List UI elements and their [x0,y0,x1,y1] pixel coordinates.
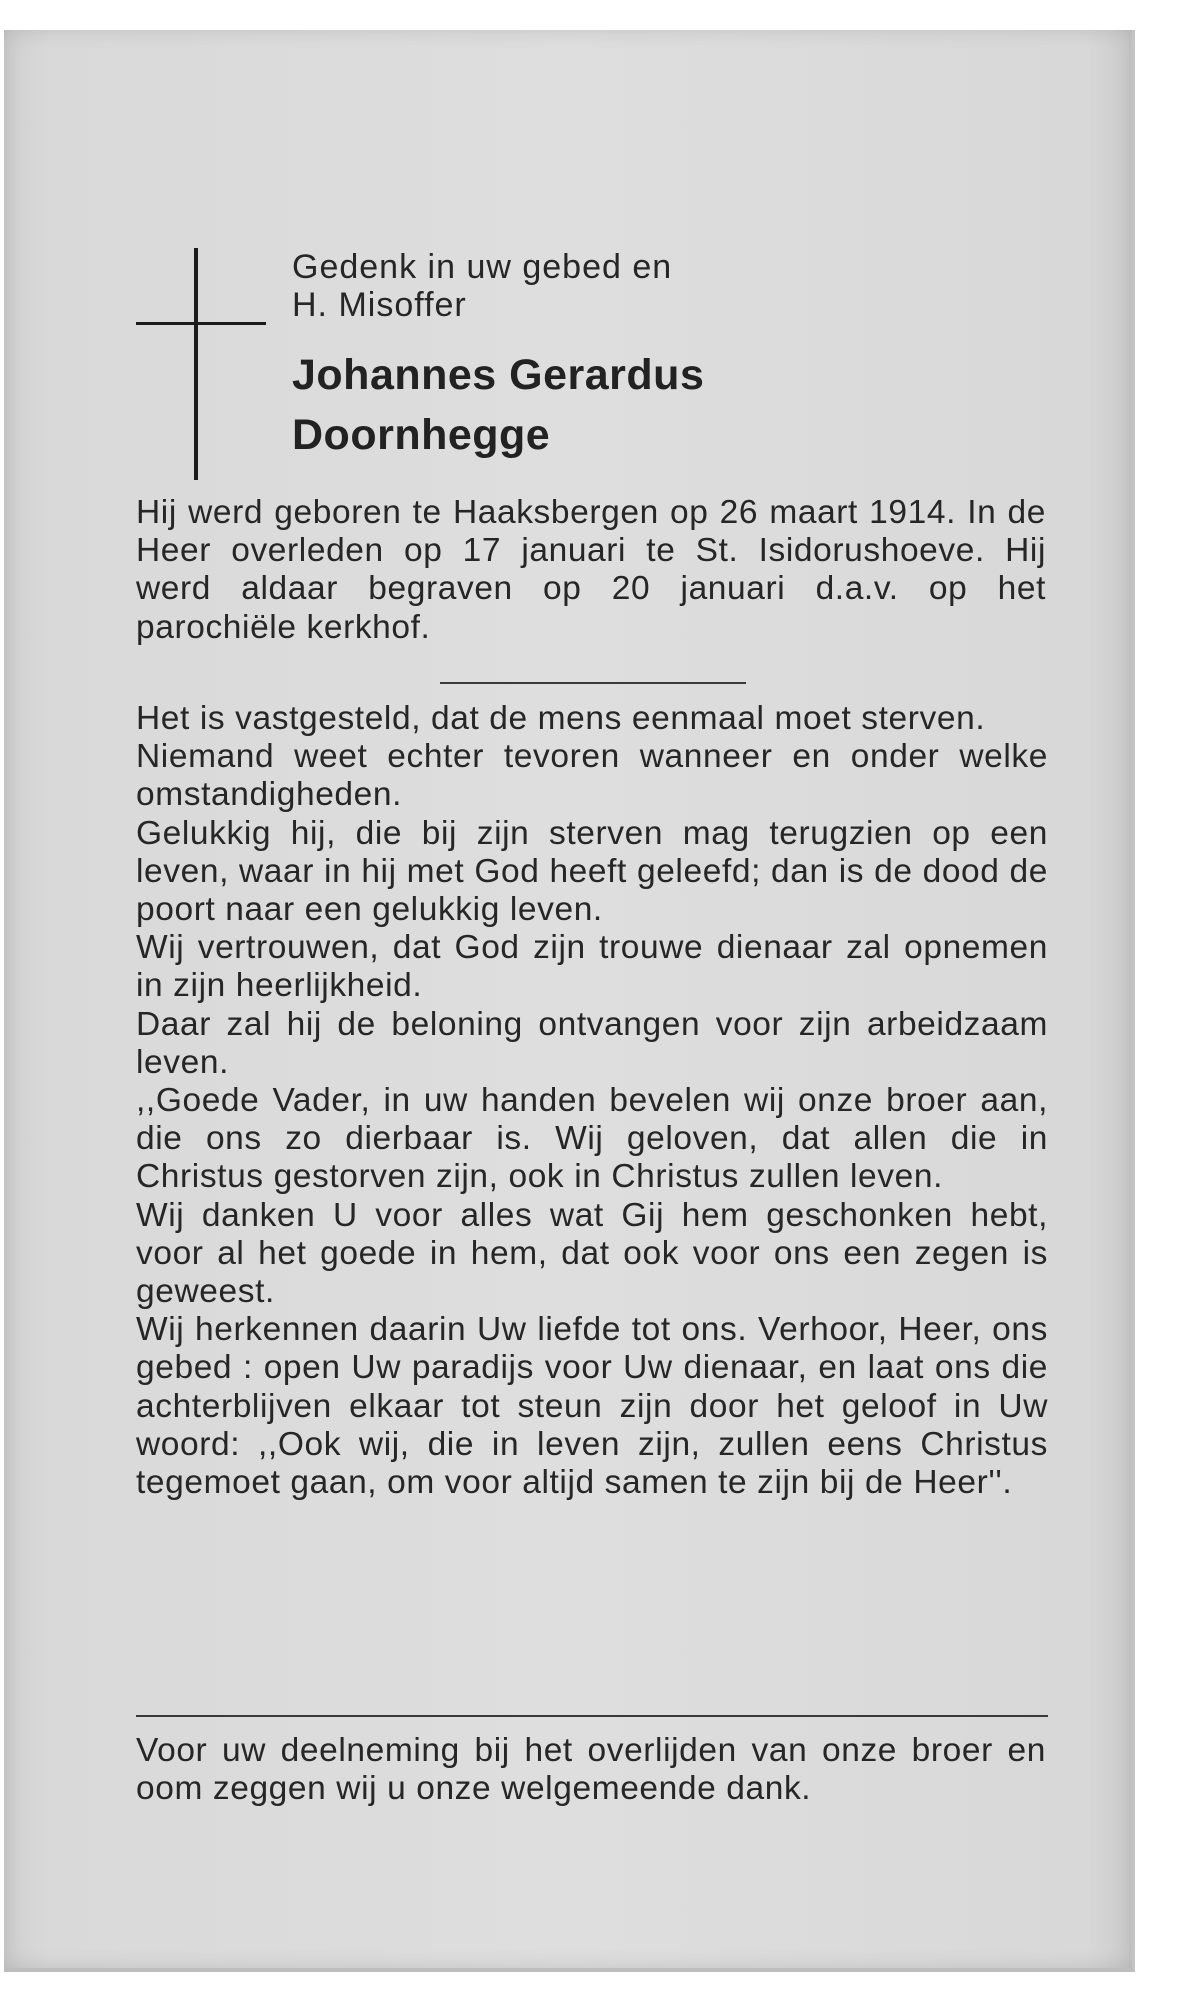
memorial-text-paragraph: Wij danken U voor alles wat Gij hem geschonken hebt, voor al het goede in hem, dat ook voor ons een zegen is geweest. [136,1196,1048,1311]
memorial-text-paragraph: ,,Goede Vader, in uw handen bevelen wij onze broer aan, die ons zo dierbaar is. Wij geloven, dat allen die in Christus gestorven zijn, ook in Christus zullen leven. [136,1082,1048,1196]
deceased-name-first: Johannes Gerardus [292,351,705,399]
memorial-text-paragraph: Het is vastgesteld, dat de mens eenmaal moet sterven. [136,700,986,737]
memorial-text-paragraph: Gelukkig hij, die bij zijn sterven mag terugzien op een leven, waar in hij met God heeft geleefd; dan is de dood de poort naar een gelukkig leven. [136,814,1048,929]
header-line-2: H. Misoffer [292,286,467,324]
thanks-paragraph: Voor uw deelneming bij het overlijden van onze broer en oom zeggen wij u onze welgemeende dank. [136,1732,1046,1808]
header-line-1: Gedenk in uw gebed en [292,248,673,286]
memorial-card [4,30,1135,1972]
memorial-text-paragraph: Daar zal hij de beloning ontvangen voor zijn arbeidzaam leven. [136,1005,1048,1081]
memorial-text-paragraph: Wij vertrouwen, dat God zijn trouwe dienaar zal opnemen in zijn heerlijkheid. [136,929,1048,1005]
memorial-text-paragraph: Niemand weet echter tevoren wanneer en onder welke omstandigheden. [136,738,1048,814]
cross-icon-bar [136,322,266,325]
birth-death-paragraph: Hij werd geboren te Haaksbergen op 26 maart 1914. In de Heer overleden op 17 januari te St. Isidorushoeve. Hij werd aldaar begraven op 20 januari d.a.v. op het parochiële kerkhof. [136,494,1046,646]
memorial-text-paragraph: Wij herkennen daarin Uw liefde tot ons. Verhoor, Heer, ons gebed : open Uw paradijs voor Uw dienaar, en laat ons die achterblijven elkaar tot steun zijn door het geloof in Uw woord: ,,Ook wij, die in leven zijn, zullen eens Christus tegemoet gaan, om voor altijd samen te zijn bij de Heer''. [136,1311,1048,1502]
divider [440,682,746,684]
memorial-text [136,700,1048,1502]
deceased-name-last: Doornhegge [292,411,551,459]
divider-bottom [136,1715,1048,1717]
cross-icon [194,248,198,480]
